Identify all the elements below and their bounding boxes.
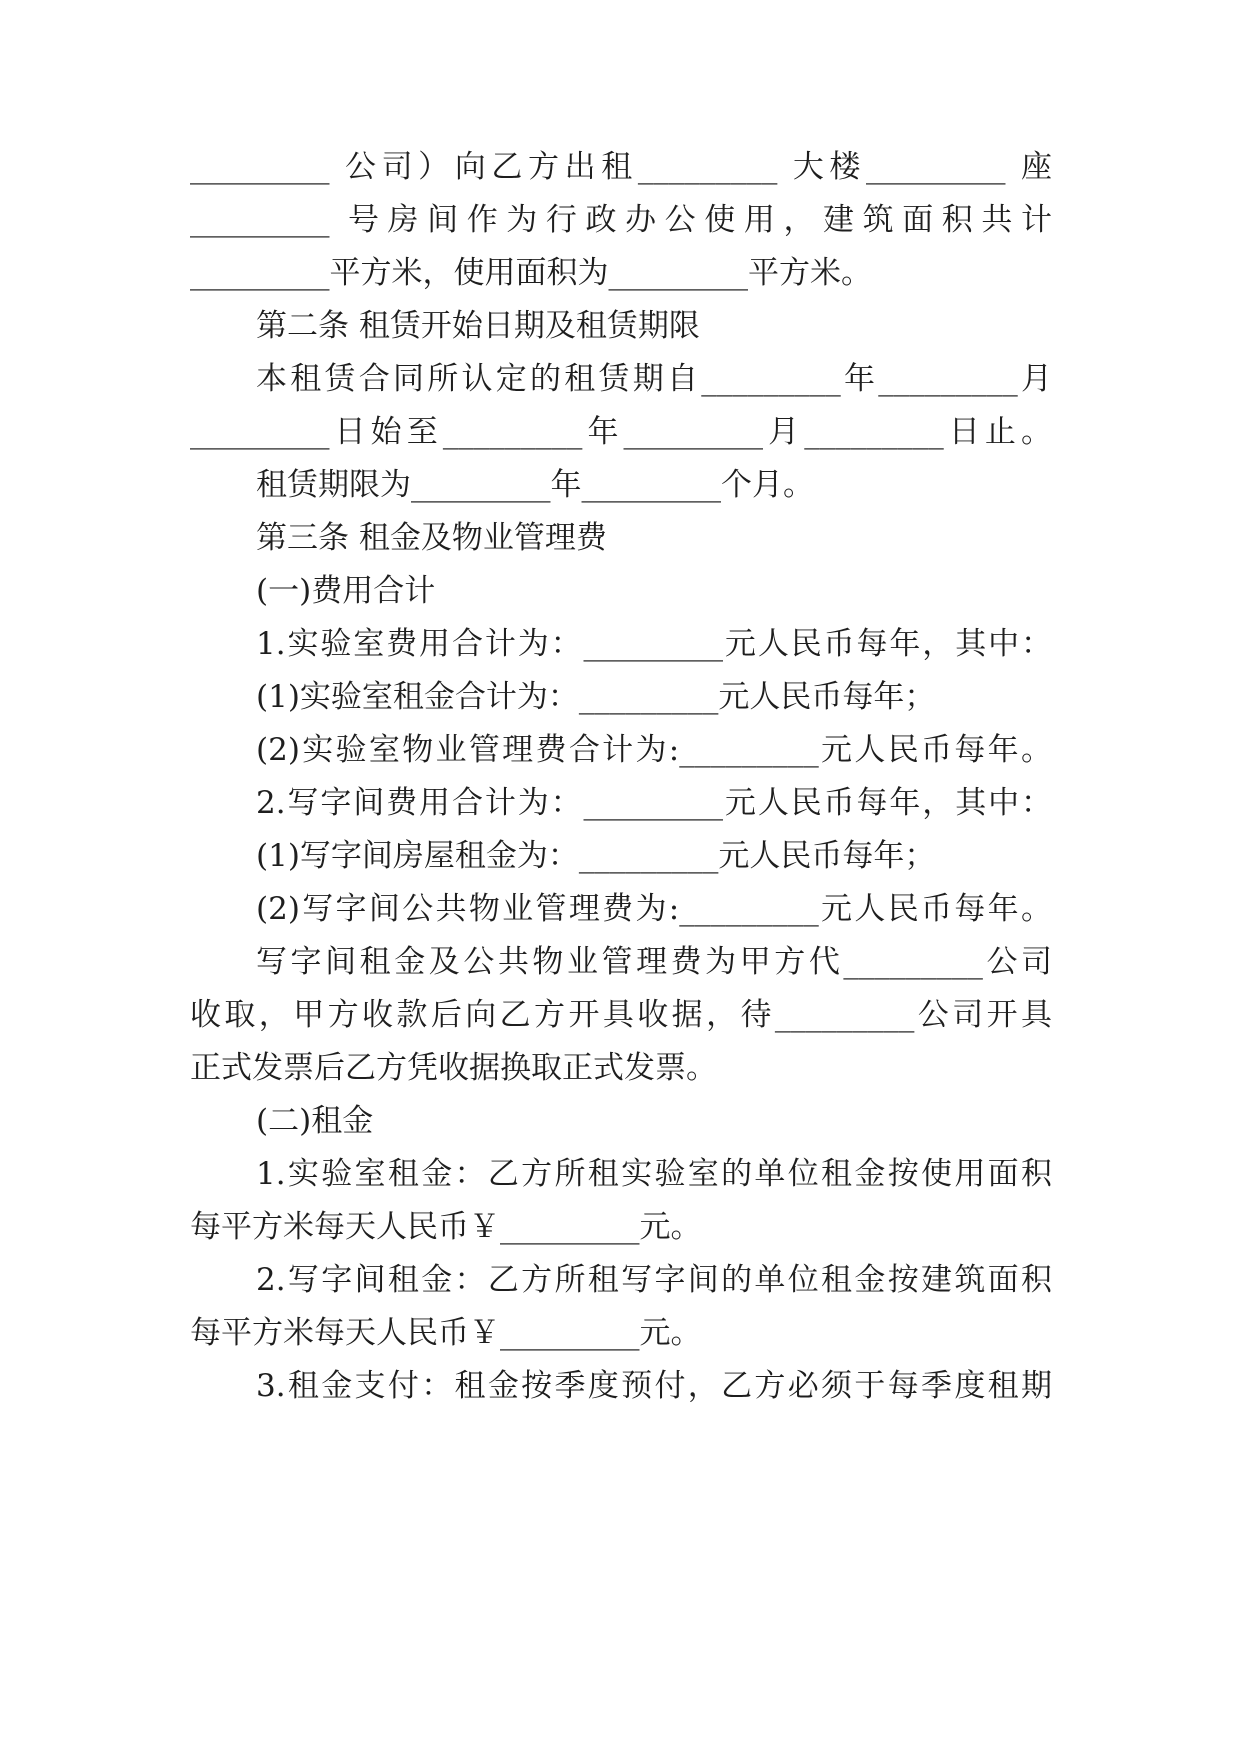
text-line: _________日始至_________年_________月_________日止。 (190, 414, 1052, 450)
text-line: 写字间租金及公共物业管理费为甲方代_________公司 (256, 944, 1052, 980)
text-line: 每平方米每天人民币￥_________元。 (190, 1209, 702, 1245)
text-line: _________ 号房间作为行政办公使用，建筑面积共计 (190, 202, 1052, 238)
text-line: 3.租金支付：租金按季度预付，乙方必须于每季度租期 (256, 1368, 1052, 1404)
section-heading: 第二条 租赁开始日期及租赁期限 (256, 308, 700, 344)
text-line: (1)写字间房屋租金为：_________元人民币每年； (256, 838, 936, 874)
text-line: (1)实验室租金合计为：_________元人民币每年； (256, 679, 936, 715)
text-line: 1.实验室租金：乙方所租实验室的单位租金按使用面积 (256, 1156, 1052, 1192)
text-line: 2.写字间费用合计为：_________元人民币每年，其中： (256, 785, 1052, 821)
subsection-heading: (一)费用合计 (256, 573, 436, 609)
text-line: (2)写字间公共物业管理费为:_________元人民币每年。 (256, 891, 1052, 927)
text-line: 每平方米每天人民币￥_________元。 (190, 1315, 702, 1351)
text-line: (2)实验室物业管理费合计为:_________元人民币每年。 (256, 732, 1052, 768)
text-line: 收取，甲方收款后向乙方开具收据，待_________公司开具 (190, 997, 1052, 1033)
text-line: 2.写字间租金：乙方所租写字间的单位租金按建筑面积 (256, 1262, 1052, 1298)
text-line: _________平方米，使用面积为_________平方米。 (190, 255, 872, 291)
text-line: 正式发票后乙方凭收据换取正式发票。 (190, 1050, 717, 1086)
text-line: 1.实验室费用合计为：_________元人民币每年，其中： (256, 626, 1052, 662)
subsection-heading: (二)租金 (256, 1103, 374, 1139)
text-line: 本租赁合同所认定的租赁期自_________年_________月 (256, 361, 1052, 397)
text-line: 租赁期限为_________年_________个月。 (256, 467, 814, 503)
section-heading: 第三条 租金及物业管理费 (256, 520, 607, 556)
text-line: _________ 公司）向乙方出租_________ 大楼_________ 座 (190, 149, 1052, 185)
